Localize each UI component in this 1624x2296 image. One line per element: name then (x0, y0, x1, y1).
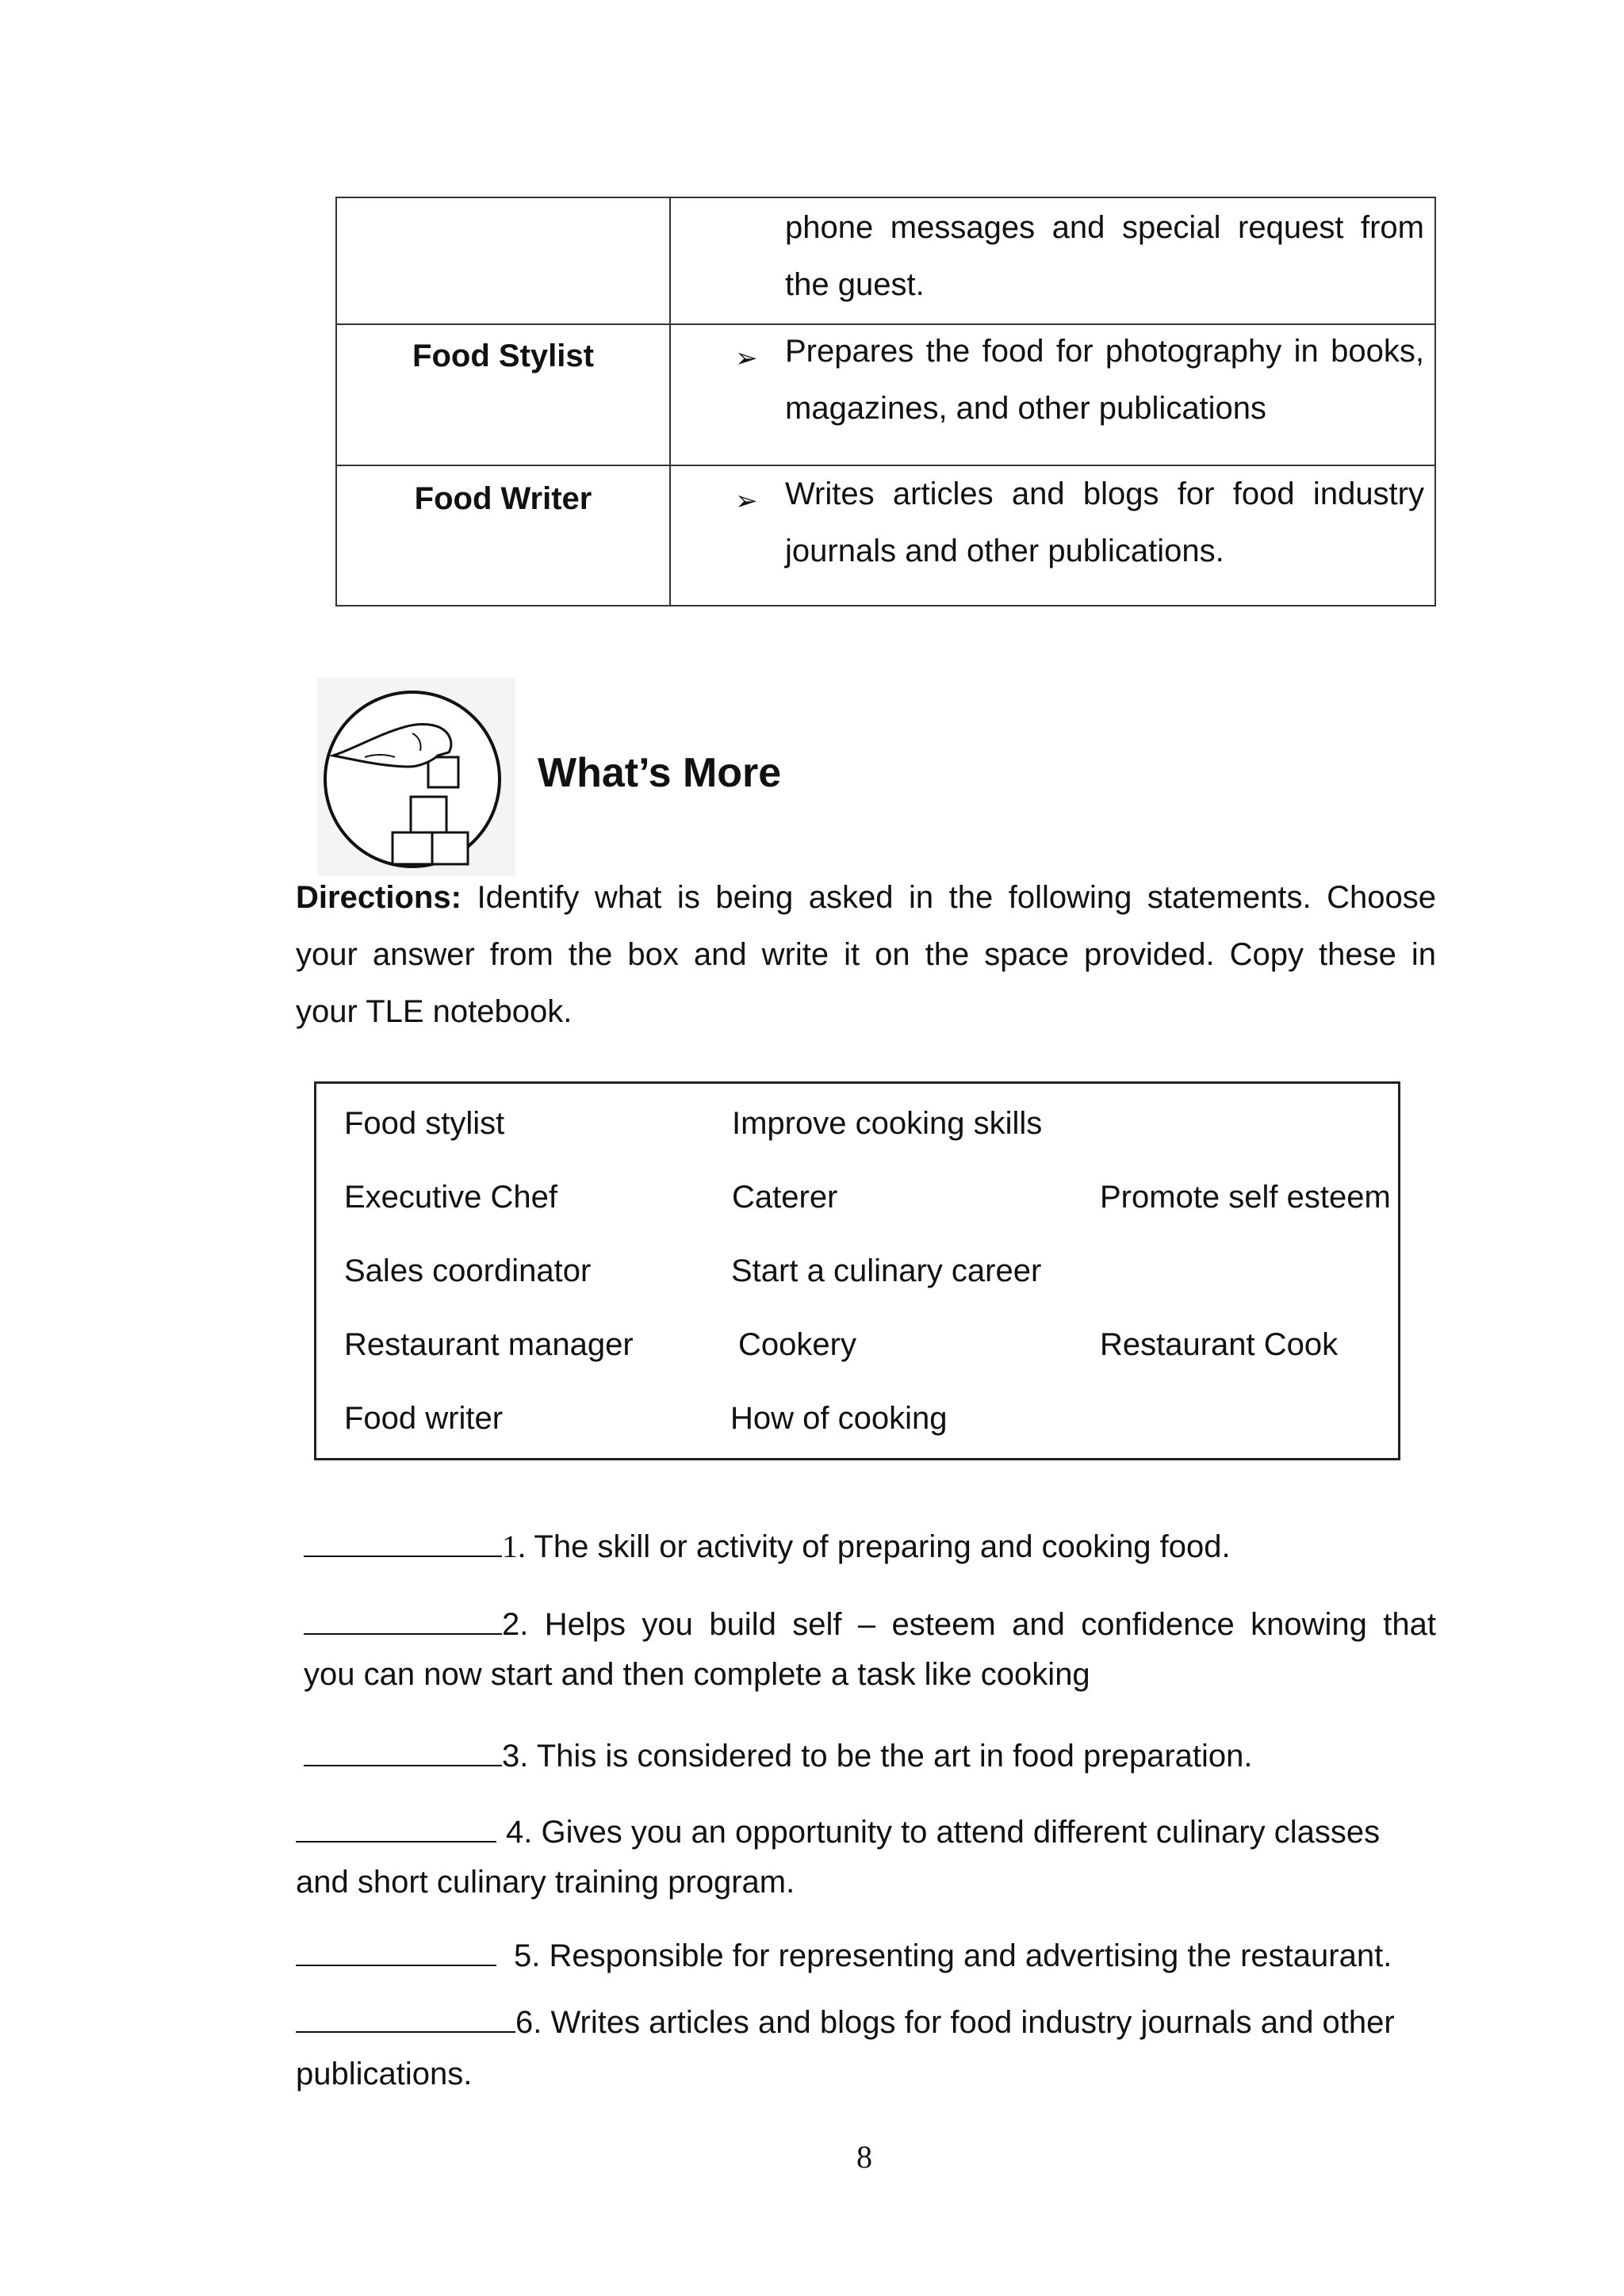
choice-item: How of cooking (730, 1401, 948, 1436)
answer-blank[interactable] (304, 1524, 502, 1557)
question-6-continuation: publications. (296, 2057, 473, 2091)
table-column-divider (669, 198, 671, 605)
question-1 (304, 1524, 1231, 1565)
hand-stacking-blocks-icon (317, 678, 515, 876)
question-2 (304, 1601, 1436, 1643)
question-number: 4. (506, 1815, 533, 1850)
choice-item: Promote self esteem (1100, 1180, 1391, 1215)
question-6 (296, 1999, 1395, 2041)
description-line: Writes articles and blogs for food industry (785, 476, 1424, 511)
choice-item: Executive Chef (344, 1180, 558, 1215)
question-text: Helps you build self – esteem and confidence knowing that (528, 1607, 1436, 1642)
question-2-continuation: you can now start and then complete a task like cooking (304, 1657, 1090, 1692)
role-food-writer: Food Writer (414, 481, 592, 516)
description-line: journals and other publications. (785, 534, 1224, 568)
question-4 (296, 1809, 1380, 1850)
choice-item: Improve cooking skills (732, 1106, 1043, 1141)
answer-blank[interactable] (296, 1933, 496, 1966)
choice-item: Caterer (732, 1180, 838, 1215)
answer-blank[interactable] (304, 1601, 502, 1635)
question-number: 5. (514, 1938, 541, 1973)
question-text: Responsible for representing and advertising the restaurant. (540, 1938, 1392, 1973)
question-number: 2. (502, 1607, 529, 1642)
directions-line: Identify what is being asked in the following statements. Choose (477, 880, 1436, 915)
arrow-bullet-icon: ➢ (735, 343, 758, 373)
table-cell-description (785, 323, 1424, 437)
table-cell-description (785, 199, 1424, 313)
directions-label: Directions: (296, 880, 462, 915)
question-4-continuation: and short culinary training program. (296, 1865, 795, 1900)
answer-blank[interactable] (296, 1999, 515, 2033)
directions-paragraph (296, 869, 1436, 1040)
question-text: This is considered to be the art in food preparation. (528, 1739, 1253, 1774)
question-5 (296, 1933, 1392, 1974)
description-line: magazines, and other publications (785, 391, 1267, 426)
choice-item: Restaurant manager (344, 1327, 634, 1362)
answer-blank[interactable] (304, 1733, 502, 1766)
answer-choices-box (314, 1081, 1400, 1460)
question-text: Writes articles and blogs for food industry journals and other (542, 2005, 1395, 2040)
description-line: the guest. (785, 267, 925, 302)
question-number: 3. (502, 1739, 529, 1774)
choice-item: Food stylist (344, 1106, 505, 1141)
roles-table (335, 197, 1436, 607)
arrow-bullet-icon: ➢ (735, 486, 758, 516)
choice-item: Restaurant Cook (1100, 1327, 1339, 1362)
question-3 (304, 1733, 1253, 1774)
choice-item: Start a culinary career (731, 1253, 1042, 1288)
question-number: 6. (515, 2005, 542, 2040)
page-number: 8 (856, 2139, 872, 2175)
directions-line: your answer from the box and write it on the space provided. Copy these in (296, 937, 1436, 972)
description-line: Prepares the food for photography in books, (785, 334, 1424, 369)
choice-item: Food writer (344, 1401, 504, 1436)
section-title: What’s More (538, 750, 782, 796)
question-number: 1. (502, 1529, 526, 1564)
question-text: Gives you an opportunity to attend different culinary classes (532, 1815, 1381, 1850)
answer-blank[interactable] (296, 1809, 496, 1843)
role-food-stylist: Food Stylist (412, 339, 594, 373)
choice-item: Cookery (738, 1327, 856, 1362)
description-line: phone messages and special request from (785, 210, 1424, 245)
choice-item: Sales coordinator (344, 1253, 592, 1288)
table-cell-description (785, 465, 1424, 580)
question-text: The skill or activity of preparing and cooking food. (526, 1529, 1231, 1564)
directions-line: your TLE notebook. (296, 994, 573, 1029)
